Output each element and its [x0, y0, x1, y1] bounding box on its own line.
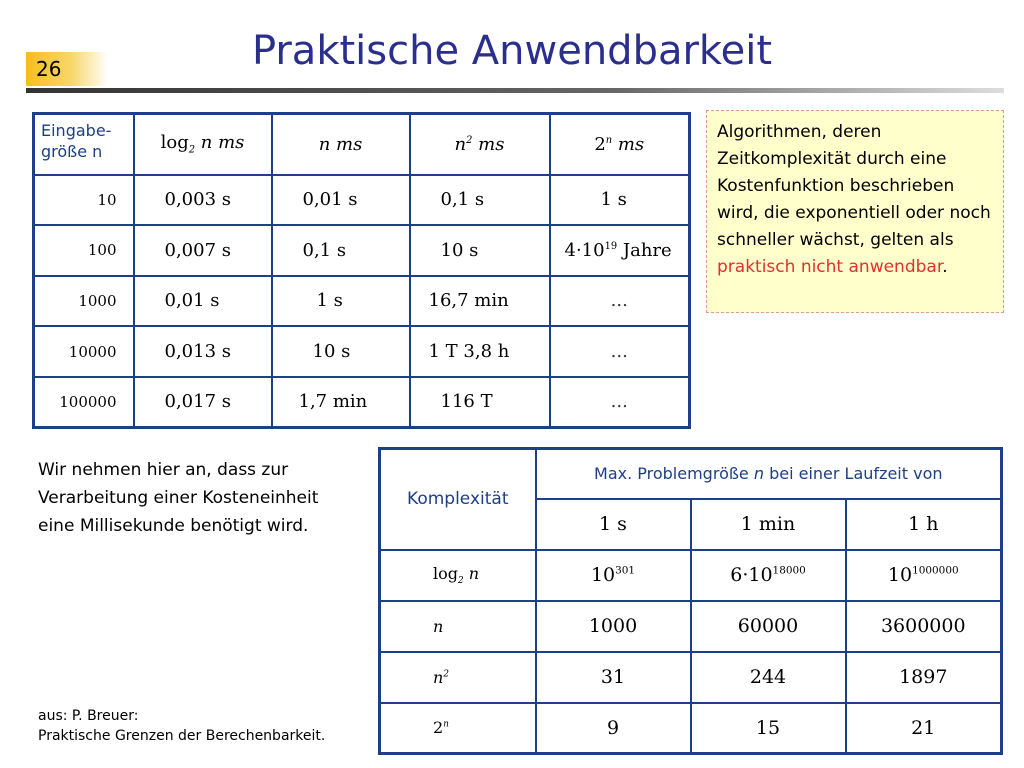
col-1h: 1 h — [846, 499, 1002, 550]
cell-1min: 15 — [691, 703, 846, 754]
table-row — [380, 652, 1002, 703]
input-size-header: Eingabe- größe n — [34, 114, 134, 175]
cell-square: 0,1 s — [410, 175, 550, 226]
cell-linear: 10 s — [272, 326, 410, 377]
cell-1s: $10^{301}$ — [536, 550, 691, 601]
cell-log: 0,007 s — [134, 225, 272, 276]
cell-exponential: ... — [550, 326, 690, 377]
exponential-note: Algorithmen, deren Zeitkomplexität durch eine Kostenfunktion beschrieben wird, die exponentiell oder noch schneller wächst, gelten als praktisch nicht anwendbar. — [706, 110, 1004, 313]
note-highlight: praktisch nicht anwendbar — [717, 257, 943, 277]
row-size: 100 — [34, 225, 134, 276]
cell-square: 116 T — [410, 377, 550, 428]
row-complexity: $n^2$ — [380, 652, 536, 703]
source-citation: aus: P. Breuer: Praktische Grenzen der Berechenbarkeit. — [38, 708, 326, 744]
table-row — [34, 175, 690, 226]
cell-exponential: ... — [550, 276, 690, 327]
cell-log: 0,013 s — [134, 326, 272, 377]
cell-linear: 1 s — [272, 276, 410, 327]
table-row — [34, 326, 690, 377]
cell-1h: 1897 — [846, 652, 1002, 703]
cell-1min: 60000 — [691, 601, 846, 652]
assumption-text: Wir nehmen hier an, dass zur Verarbeitung einer Kosteneinheit eine Millisekunde benötigt wird. — [38, 460, 319, 536]
cell-1min: 244 — [691, 652, 846, 703]
cell-square: 16,7 min — [410, 276, 550, 327]
runtime-span-header: Max. Problemgröße n bei einer Laufzeit von — [536, 449, 1002, 499]
header-linear: n ms — [272, 114, 410, 175]
cell-1h: 21 — [846, 703, 1002, 754]
col-1s: 1 s — [536, 499, 691, 550]
cell-square: 10 s — [410, 225, 550, 276]
slide-number: 26 — [26, 52, 108, 86]
row-size: 100000 — [34, 377, 134, 428]
cell-1h: $10^{1000000}$ — [846, 550, 1002, 601]
row-complexity: 2$^n$ — [380, 703, 536, 754]
cell-linear: 1,7 min — [272, 377, 410, 428]
cell-exponential: ... — [550, 377, 690, 428]
table-row — [380, 601, 1002, 652]
cell-log: 0,01 s — [134, 276, 272, 327]
complexity-header: Komplexität — [380, 449, 536, 550]
cell-log: 0,017 s — [134, 377, 272, 428]
cell-square: 1 T 3,8 h — [410, 326, 550, 377]
col-1min: 1 min — [691, 499, 846, 550]
cell-log: 0,003 s — [134, 175, 272, 226]
cell-1s: 1000 — [536, 601, 691, 652]
header-exponential: 2$^n$ ms — [550, 114, 690, 175]
row-complexity: n — [380, 601, 536, 652]
max-problem-size-table — [378, 447, 1003, 755]
table-row — [34, 225, 690, 276]
header-log: $\log_2 n$ ms — [134, 114, 272, 175]
cell-1h: 3600000 — [846, 601, 1002, 652]
table-header-row — [34, 114, 690, 175]
table-header-row — [380, 449, 1002, 499]
runtime-table — [32, 112, 691, 429]
cell-1s: 31 — [536, 652, 691, 703]
slide-title: Praktische Anwendbarkeit — [251, 28, 773, 74]
row-size: 10000 — [34, 326, 134, 377]
cell-1min: $6\cdot 10^{18000}$ — [691, 550, 846, 601]
table-row — [34, 276, 690, 327]
header-square: $n^2$ ms — [410, 114, 550, 175]
table-row — [34, 377, 690, 428]
row-size: 1000 — [34, 276, 134, 327]
cell-linear: 0,01 s — [272, 175, 410, 226]
cell-1s: 9 — [536, 703, 691, 754]
table-row — [380, 550, 1002, 601]
cell-linear: 0,1 s — [272, 225, 410, 276]
cell-exponential: $4\cdot 10^{19}$ Jahre — [550, 225, 690, 276]
cell-exponential: 1 s — [550, 175, 690, 226]
row-size: 10 — [34, 175, 134, 226]
row-complexity: $\log_2 n$ — [380, 550, 536, 601]
table-row — [380, 703, 1002, 754]
title-divider — [26, 88, 1004, 93]
